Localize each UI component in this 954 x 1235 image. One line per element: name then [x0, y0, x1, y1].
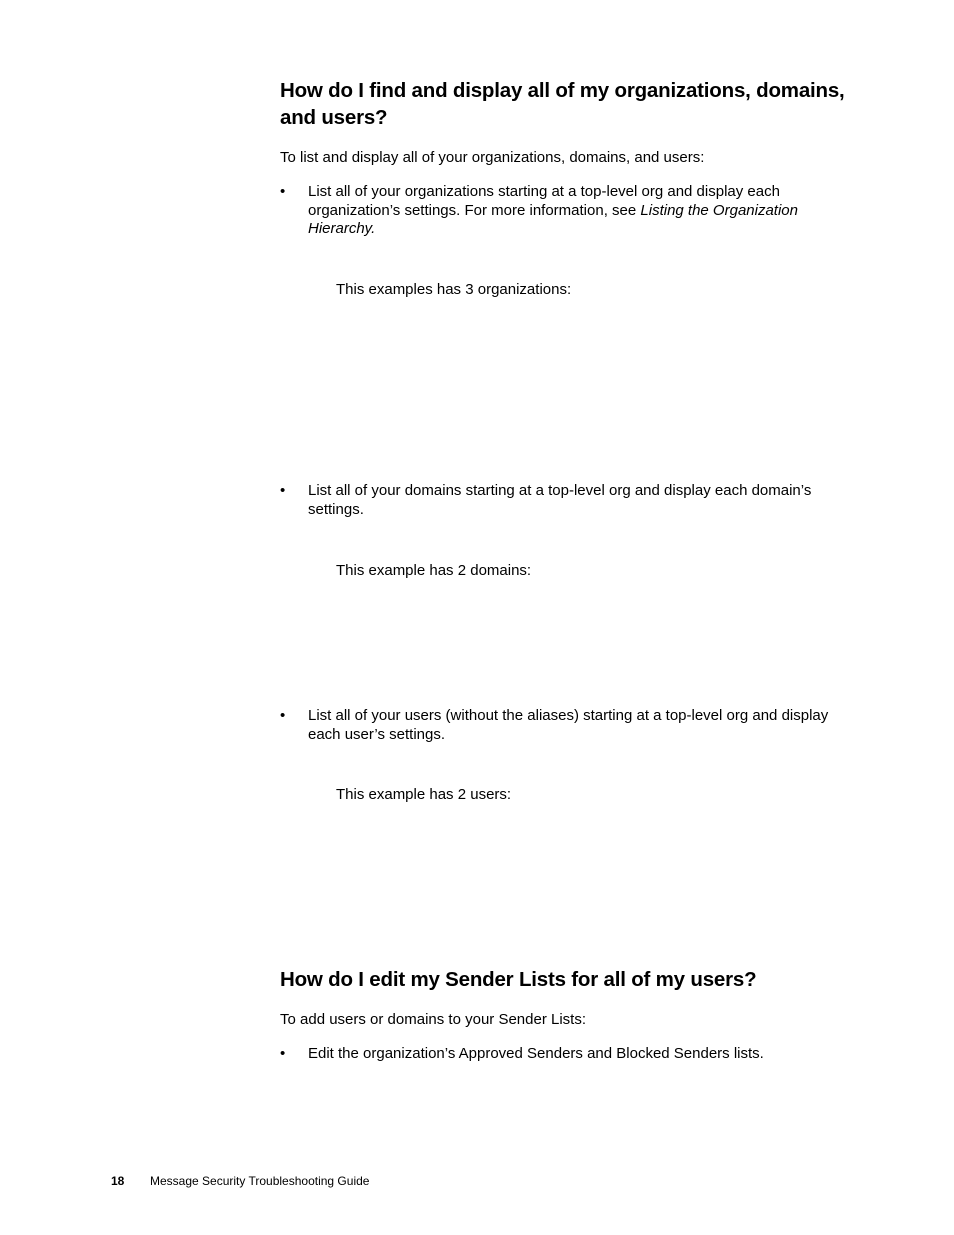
cross-reference-link[interactable]: Listing the Organization Hierarchy. — [308, 201, 798, 237]
example-caption-domains: This example has 2 domains: — [336, 562, 532, 579]
list-item-organizations — [280, 183, 840, 243]
footer-document-title: Message Security Troubleshooting Guide — [150, 1174, 370, 1188]
list-item-edit-sender-lists — [280, 1045, 840, 1067]
section-heading-sender-lists: How do I edit my Sender Lists for all of my users? — [280, 968, 757, 991]
section-intro: To list and display all of your organizations, domains, and users: — [280, 149, 705, 166]
list-item-body: List all of your organizations starting at a top-level org and display each organization’s settings. For more information, see — [308, 183, 780, 219]
list-item-text: List all of your users (without the aliases) starting at a top-level org and display each user’s settings. — [308, 707, 829, 743]
section-heading-find-display: How do I find and display all of my organizations, domains, and users? — [280, 79, 845, 129]
list-item-text: List all of your domains starting at a top-level org and display each domain’s settings. — [308, 482, 812, 518]
list-item-domains — [280, 482, 840, 522]
list-item-text — [308, 183, 838, 239]
bullet-marker: • — [280, 482, 286, 499]
list-item-users — [280, 707, 840, 747]
section-intro: To add users or domains to your Sender Lists: — [280, 1011, 586, 1028]
bullet-marker: • — [280, 707, 286, 724]
bullet-marker: • — [280, 183, 286, 200]
page-number: 18 — [111, 1174, 125, 1188]
list-item-text: Edit the organization’s Approved Senders and Blocked Senders lists. — [308, 1045, 764, 1062]
example-caption-organizations: This examples has 3 organizations: — [336, 281, 572, 298]
bullet-marker: • — [280, 1045, 286, 1062]
example-caption-users: This example has 2 users: — [336, 786, 512, 803]
